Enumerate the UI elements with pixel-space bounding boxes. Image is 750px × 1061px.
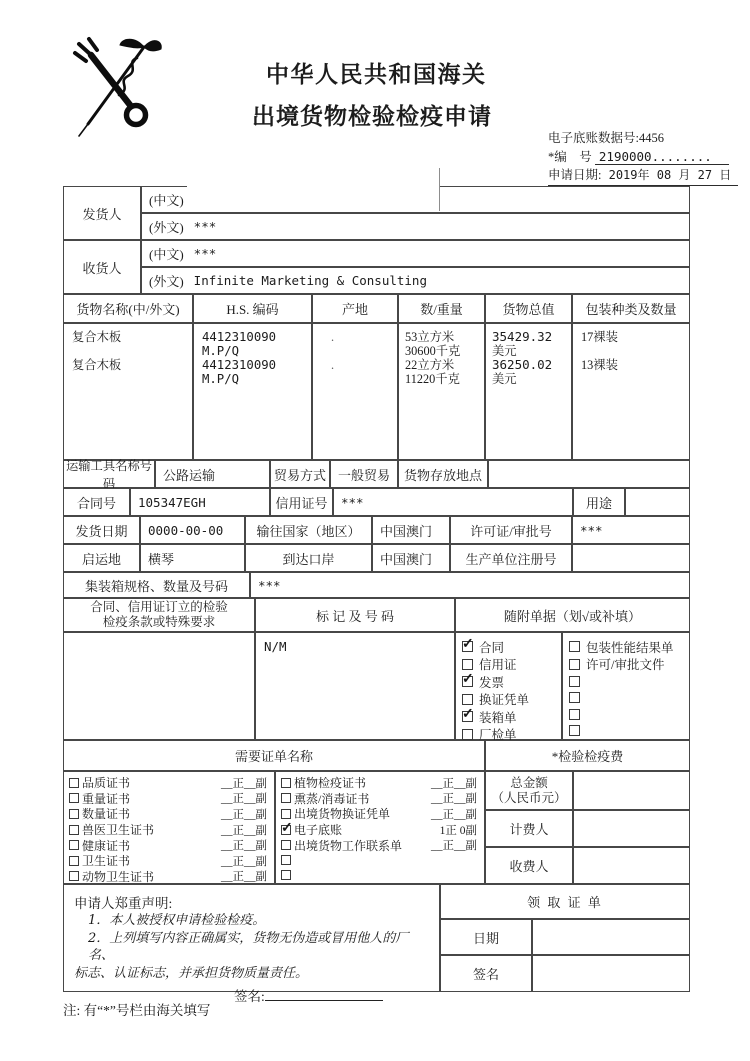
cert-item: ✓ 电子底账 1正 0副 bbox=[276, 822, 484, 838]
fee-amount-value bbox=[573, 771, 690, 810]
cert-item: 数量证书 __正__副 bbox=[64, 806, 274, 822]
form-title: 中华人民共和国海关 bbox=[266, 62, 487, 87]
contract-label: 合同号 bbox=[63, 488, 130, 516]
doc-item: 信用证 bbox=[462, 656, 561, 674]
checkbox bbox=[462, 729, 473, 740]
shipdate-value: 0000-00-00 bbox=[140, 516, 245, 544]
consignor-label: 发货人 bbox=[63, 186, 141, 240]
serial-row bbox=[548, 147, 729, 165]
cert-item: 出境货物工作联系单 __正__副 bbox=[276, 837, 484, 853]
dest-country-label: 输往国家（地区） bbox=[245, 516, 372, 544]
contract-value: 105347EGH bbox=[130, 488, 270, 516]
consignee-label: 收货人 bbox=[63, 240, 141, 294]
eledger-number: 电子底账数据号:4456 bbox=[548, 131, 664, 145]
cert-item: 品质证书 __正__副 bbox=[64, 775, 274, 791]
serial-value: 2190000........ bbox=[595, 149, 729, 165]
fee-collector-label: 收费人 bbox=[485, 847, 573, 884]
checkbox bbox=[69, 793, 79, 803]
declaration-cell bbox=[63, 884, 440, 1004]
checkbox bbox=[569, 676, 580, 687]
fee-collector-value bbox=[573, 847, 690, 884]
declaration-line3: 标志、认证标志，并承担货物质量责任。 bbox=[74, 965, 309, 981]
doc-item: ✓ 合同 bbox=[462, 638, 561, 656]
pickup-date-value bbox=[532, 919, 690, 955]
doc-item bbox=[569, 706, 689, 723]
cert-item: 卫生证书 __正__副 bbox=[64, 853, 274, 869]
apply-date-label: 申请日期: bbox=[548, 168, 602, 182]
checkbox bbox=[281, 825, 291, 835]
checkbox bbox=[569, 709, 580, 720]
checkbox bbox=[462, 694, 473, 705]
apply-date-value: 2019年 08 月 27 日 bbox=[608, 168, 732, 182]
doc-item bbox=[569, 673, 689, 690]
arrival-port-value: 中国澳门 bbox=[372, 544, 450, 572]
checkbox bbox=[462, 711, 473, 722]
goods-qty-cell: 53立方米 30600千克 22立方米 11220千克 bbox=[398, 323, 485, 460]
trade-mode-label: 贸易方式 bbox=[270, 460, 330, 488]
storage-value bbox=[488, 460, 690, 488]
vehicle-value: 公路运输 bbox=[155, 460, 270, 488]
marks-header: 标 记 及 号 码 bbox=[255, 598, 455, 632]
cn-label: (中文) bbox=[149, 247, 184, 262]
dest-country-value: 中国澳门 bbox=[372, 516, 450, 544]
checkbox bbox=[569, 659, 580, 670]
marks-cell: N/M bbox=[255, 632, 455, 740]
checkbox bbox=[281, 855, 291, 865]
checkbox bbox=[69, 871, 79, 881]
doc-item bbox=[569, 723, 689, 740]
cert-item bbox=[276, 853, 484, 868]
doc-item bbox=[569, 690, 689, 707]
checkbox bbox=[462, 641, 473, 652]
consignee-cn-cell bbox=[141, 240, 690, 267]
checkbox bbox=[569, 641, 580, 652]
certs-header: 需要证单名称 bbox=[63, 740, 485, 771]
pickup-sign-value bbox=[532, 955, 690, 992]
doc-item: 许可/审批文件 bbox=[569, 656, 689, 674]
doc-item: 换证凭单 bbox=[462, 691, 561, 709]
departure-label: 启运地 bbox=[63, 544, 140, 572]
permit-value: *** bbox=[572, 516, 690, 544]
container-label: 集装箱规格、数量及号码 bbox=[63, 572, 250, 598]
cert-item: 兽医卫生证书 __正__副 bbox=[64, 822, 274, 838]
goods-col-qty-header: 数/重量 bbox=[398, 294, 485, 323]
declaration-sign-row: 签名: bbox=[234, 985, 383, 1005]
checkbox bbox=[69, 856, 79, 866]
consignee-fn-cell bbox=[141, 267, 690, 294]
checkbox bbox=[69, 809, 79, 819]
fee-calculator-value bbox=[573, 810, 690, 847]
consignee-fn-value: Infinite Marketing & Consulting bbox=[193, 273, 427, 288]
declaration-line1: 1．本人被授权申请检验检疫。 bbox=[88, 913, 266, 928]
pickup-header: 领 取 证 单 bbox=[440, 884, 690, 919]
use-label: 用途 bbox=[573, 488, 625, 516]
redaction-box bbox=[187, 168, 440, 211]
container-value: *** bbox=[250, 572, 690, 598]
footnote: 注: 有“*”号栏由海关填写 bbox=[63, 1003, 211, 1018]
attached-docs-right bbox=[562, 632, 690, 740]
checkbox bbox=[462, 676, 473, 687]
lc-value: *** bbox=[333, 488, 573, 516]
fee-header: *检验检疫费 bbox=[485, 740, 690, 771]
goods-name-cell: 复合木板 复合木板 bbox=[63, 323, 193, 460]
declaration-line2: 2．上列填写内容正确属实，货物无伪造或冒用他人的厂名、 bbox=[88, 930, 409, 963]
doc-item: 厂检单 bbox=[462, 726, 561, 744]
departure-value: 横琴 bbox=[140, 544, 245, 572]
clause-cell bbox=[63, 632, 255, 740]
fee-amount-label: 总金额 （人民币元） bbox=[485, 771, 573, 810]
apply-date-row bbox=[548, 165, 738, 186]
checkbox bbox=[281, 778, 291, 788]
fn-label: (外文) bbox=[149, 220, 184, 235]
declaration-title: 申请人郑重声明: bbox=[74, 896, 173, 911]
cert-item: 健康证书 __正__副 bbox=[64, 837, 274, 853]
doc-item: ✓ 发票 bbox=[462, 673, 561, 691]
consignee-cn-value: *** bbox=[193, 246, 217, 261]
vehicle-label: 运输工具名称号码 bbox=[63, 460, 155, 488]
checkbox bbox=[281, 809, 291, 819]
goods-origin-cell: . . bbox=[312, 323, 398, 460]
attached-docs-left bbox=[455, 632, 562, 743]
checkbox bbox=[281, 840, 291, 850]
arrival-port-label: 到达口岸 bbox=[245, 544, 372, 572]
goods-col-hs-header: H.S. 编码 bbox=[193, 294, 312, 323]
doc-item: 包装性能结果单 bbox=[569, 638, 689, 656]
checkbox bbox=[281, 793, 291, 803]
cert-item: 熏蒸/消毒证书 __正__副 bbox=[276, 791, 484, 807]
checkbox bbox=[281, 870, 291, 880]
consignor-fn-value: *** bbox=[193, 219, 217, 234]
storage-label: 货物存放地点 bbox=[398, 460, 488, 488]
cert-item: 植物检疫证书 __正__副 bbox=[276, 775, 484, 791]
goods-col-origin-header: 产地 bbox=[312, 294, 398, 323]
pickup-sign-label: 签名 bbox=[440, 955, 532, 992]
shipdate-label: 发货日期 bbox=[63, 516, 140, 544]
signature-line bbox=[265, 989, 383, 1001]
goods-col-value-header: 货物总值 bbox=[485, 294, 572, 323]
fn-label: (外文) bbox=[149, 274, 184, 289]
checkbox bbox=[69, 778, 79, 788]
certs-left-column bbox=[63, 771, 275, 884]
cn-label: (中文) bbox=[149, 193, 184, 208]
checkbox bbox=[69, 840, 79, 850]
goods-col-name-header: 货物名称(中/外文) bbox=[63, 294, 193, 323]
producer-reg-label: 生产单位注册号 bbox=[450, 544, 572, 572]
cert-item bbox=[276, 868, 484, 883]
pickup-date-label: 日期 bbox=[440, 919, 532, 955]
checkbox bbox=[569, 692, 580, 703]
fee-calculator-label: 计费人 bbox=[485, 810, 573, 847]
producer-reg-value bbox=[572, 544, 690, 572]
use-value bbox=[625, 488, 690, 516]
checkbox bbox=[569, 725, 580, 736]
permit-label: 许可证/审批号 bbox=[450, 516, 572, 544]
checkbox bbox=[462, 659, 473, 670]
goods-hs-cell: 4412310090 M.P/Q 4412310090 M.P/Q bbox=[193, 323, 312, 460]
trade-mode-value: 一般贸易 bbox=[330, 460, 398, 488]
checkbox bbox=[69, 825, 79, 835]
doc-item: ✓ 装箱单 bbox=[462, 708, 561, 726]
certs-right-column bbox=[275, 771, 485, 884]
goods-col-pkg-header: 包装种类及数量 bbox=[572, 294, 690, 323]
consignor-fn-cell bbox=[141, 213, 690, 240]
form-subtitle: 出境货物检验检疫申请 bbox=[252, 104, 492, 129]
cert-item: 重量证书 __正__副 bbox=[64, 791, 274, 807]
lc-label: 信用证号 bbox=[270, 488, 333, 516]
cert-item: 出境货物换证凭单 __正__副 bbox=[276, 806, 484, 822]
cert-item: 动物卫生证书 __正__副 bbox=[64, 869, 274, 885]
clause-header: 合同、信用证订立的检验 检疫条款或特殊要求 bbox=[63, 598, 255, 632]
attached-docs-header: 随附单据（划√或补填） bbox=[455, 598, 690, 632]
customs-emblem-icon bbox=[66, 34, 166, 140]
goods-value-cell: 35429.32 美元 36250.02 美元 bbox=[485, 323, 572, 460]
serial-label: *编 号 bbox=[548, 150, 592, 164]
goods-pkg-cell: 17裸装 13裸装 bbox=[572, 323, 690, 460]
